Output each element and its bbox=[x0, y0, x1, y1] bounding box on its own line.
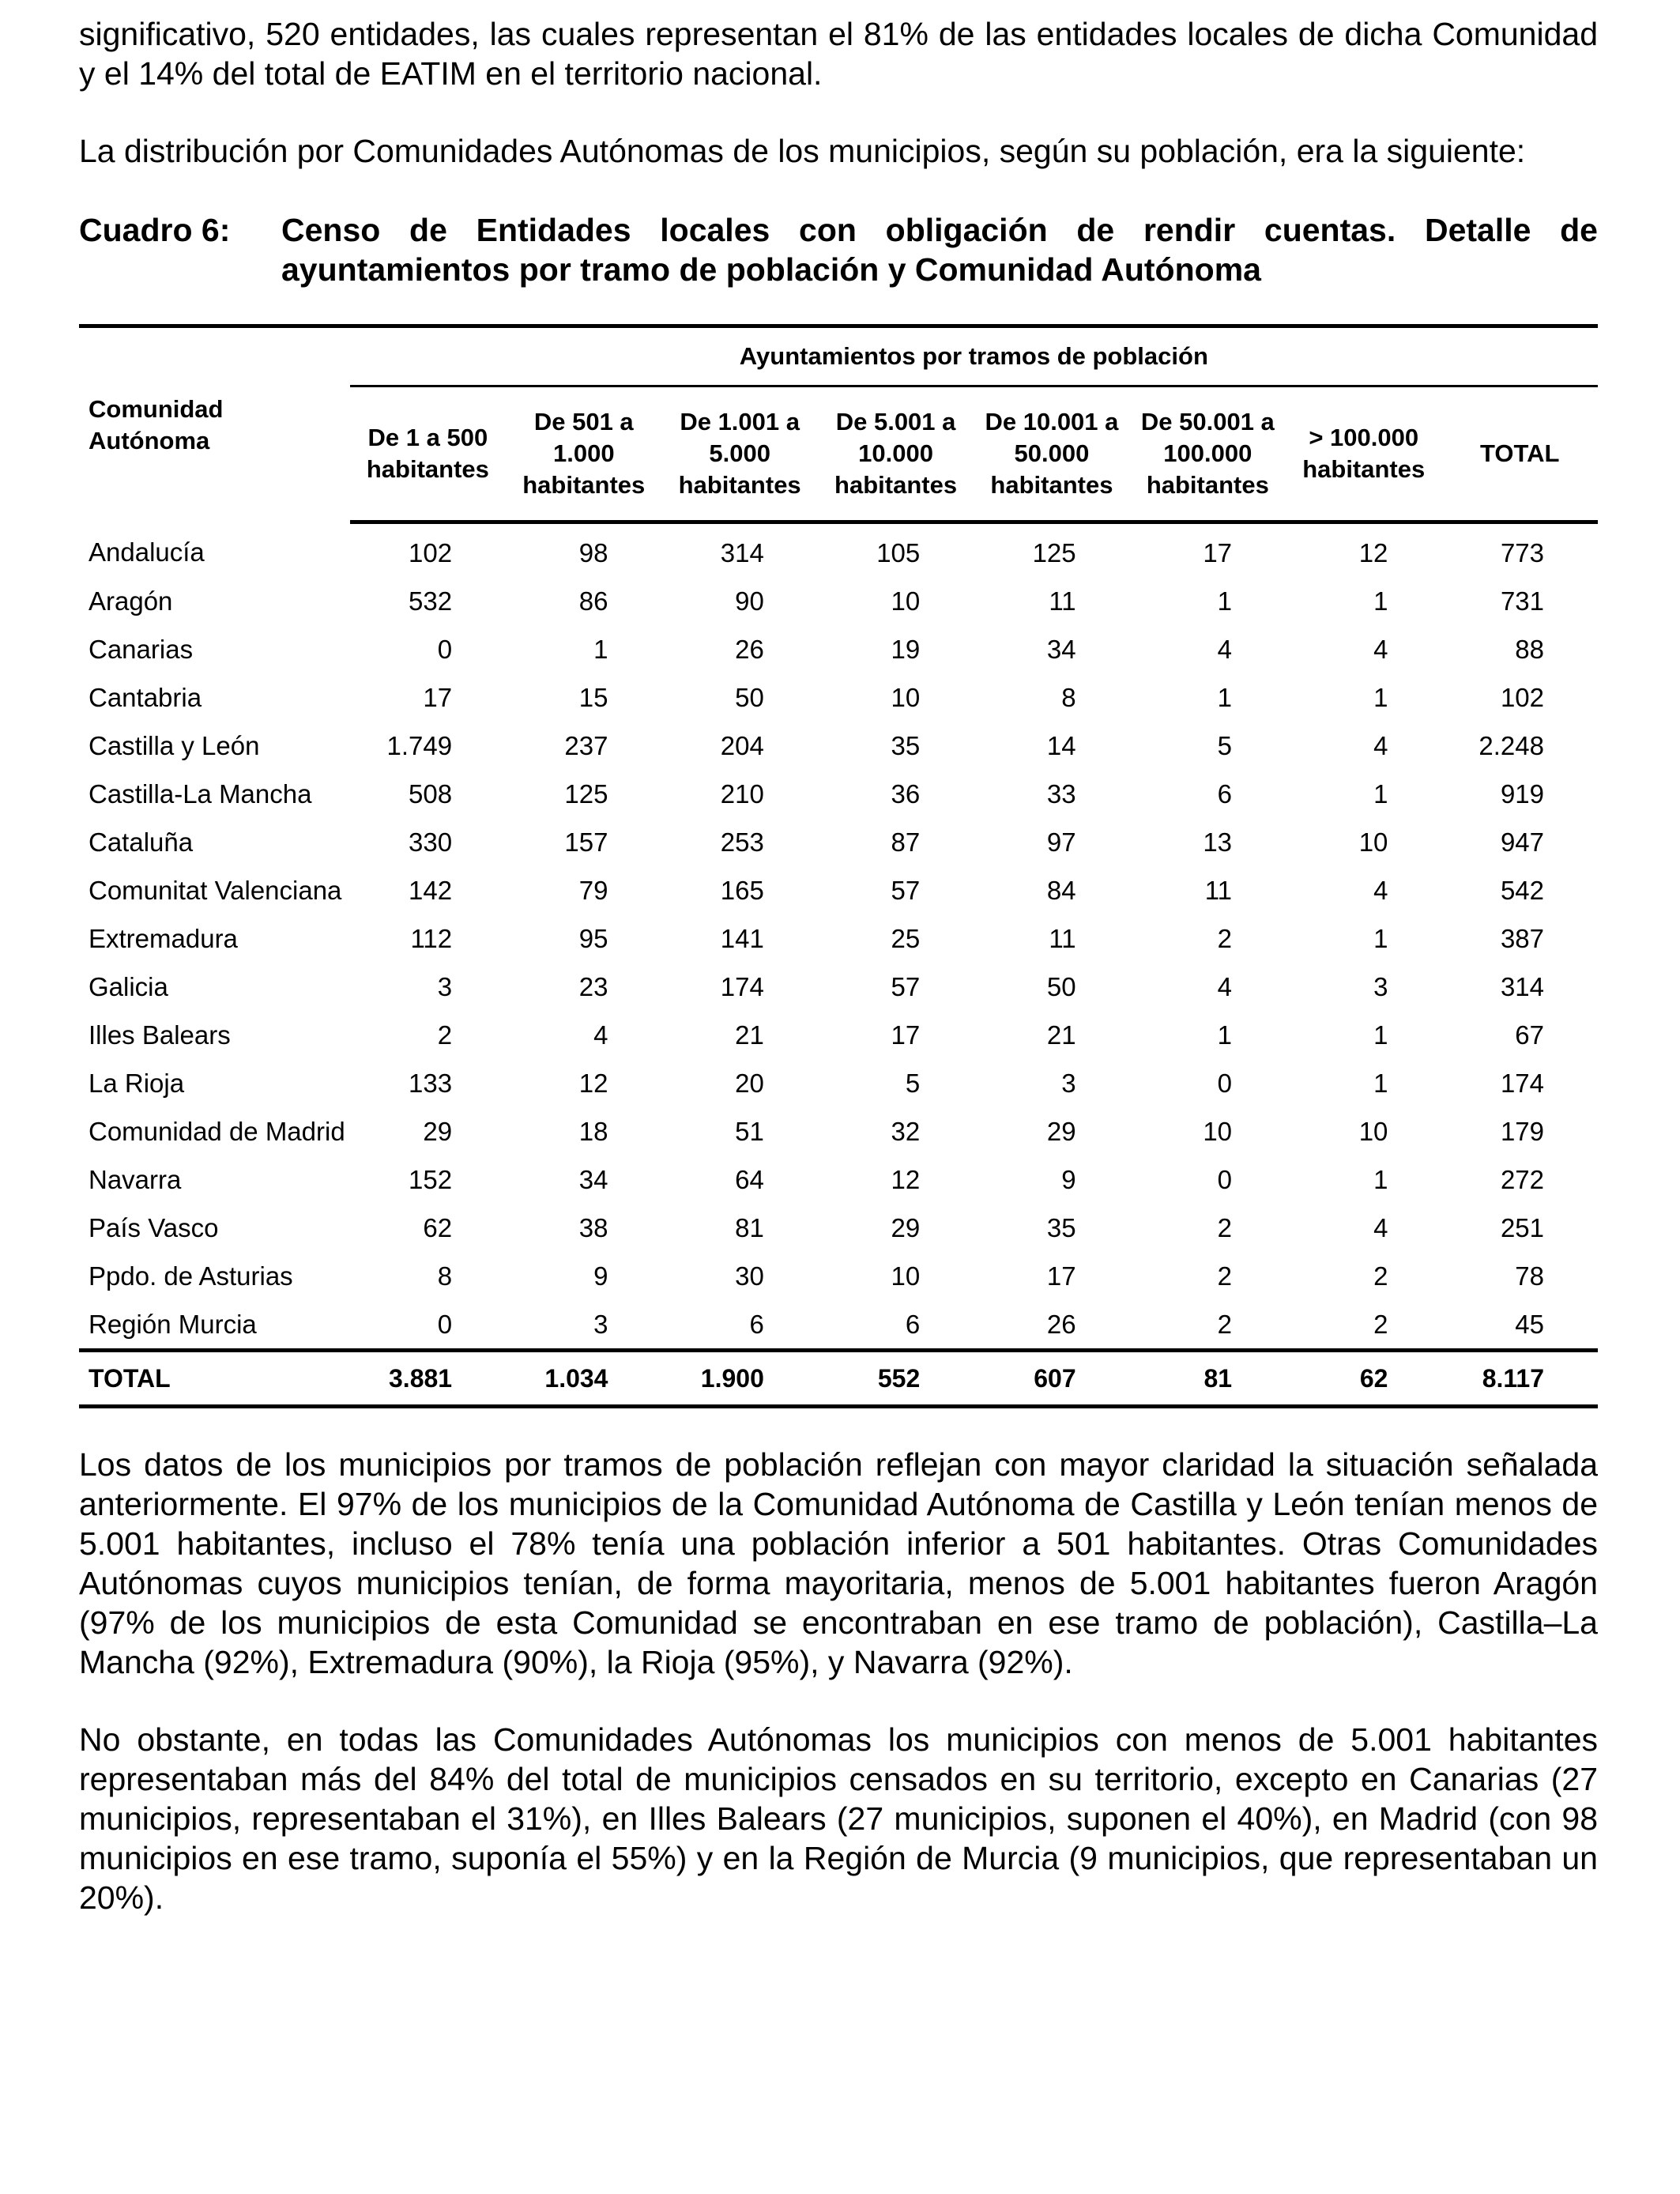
value-cell: 36 bbox=[891, 779, 921, 809]
region-cell: País Vasco bbox=[89, 1213, 219, 1242]
column-header: De 50.001 a 100.000 habitantes bbox=[1130, 386, 1286, 522]
value-cell: 253 bbox=[720, 827, 764, 857]
value-cell: 23 bbox=[578, 972, 608, 1001]
value-cell: 30 bbox=[735, 1261, 764, 1291]
column-header-total: TOTAL bbox=[1441, 386, 1598, 522]
value-cell: 2.248 bbox=[1478, 731, 1544, 760]
value-cell: 81 bbox=[1130, 1351, 1286, 1407]
table-row bbox=[79, 818, 1598, 866]
value-cell: 330 bbox=[409, 827, 453, 857]
value-cell: 78 bbox=[1515, 1261, 1544, 1291]
value-cell: 11 bbox=[1204, 876, 1233, 905]
value-cell: 10 bbox=[891, 683, 921, 712]
table-row bbox=[79, 1204, 1598, 1252]
value-cell: 21 bbox=[735, 1020, 764, 1050]
value-cell: 4 bbox=[1217, 635, 1233, 664]
region-cell: Castilla-La Mancha bbox=[89, 779, 312, 809]
value-cell: 12 bbox=[891, 1165, 921, 1194]
value-cell: 25 bbox=[891, 924, 921, 953]
table-total-row bbox=[79, 1351, 1598, 1407]
value-cell: 508 bbox=[409, 779, 453, 809]
table-row bbox=[79, 1252, 1598, 1300]
value-cell: 29 bbox=[423, 1117, 453, 1146]
value-cell: 35 bbox=[1046, 1213, 1076, 1242]
value-cell: 20 bbox=[735, 1069, 764, 1098]
region-cell: Cataluña bbox=[89, 827, 194, 857]
region-cell: Navarra bbox=[89, 1165, 182, 1194]
value-cell: 32 bbox=[891, 1117, 921, 1146]
value-cell: 1 bbox=[1373, 1069, 1388, 1098]
value-cell: 35 bbox=[891, 731, 921, 760]
value-cell: 57 bbox=[891, 876, 921, 905]
region-cell: La Rioja bbox=[89, 1069, 185, 1098]
value-cell: 6 bbox=[905, 1310, 921, 1339]
value-cell: 0 bbox=[1217, 1165, 1233, 1194]
value-cell: 314 bbox=[720, 538, 764, 567]
value-cell: 165 bbox=[720, 876, 764, 905]
region-cell: Comunitat Valenciana bbox=[89, 876, 342, 905]
value-cell: 5 bbox=[905, 1069, 921, 1098]
value-cell: 17 bbox=[891, 1020, 921, 1050]
value-cell: 51 bbox=[735, 1117, 764, 1146]
value-cell: 2 bbox=[1217, 924, 1233, 953]
value-cell: 67 bbox=[1515, 1020, 1544, 1050]
value-cell: 102 bbox=[1500, 683, 1544, 712]
value-cell: 9 bbox=[1061, 1165, 1076, 1194]
value-cell: 142 bbox=[409, 876, 453, 905]
region-cell: Ppdo. de Asturias bbox=[89, 1261, 293, 1291]
value-cell: 133 bbox=[409, 1069, 453, 1098]
value-cell: 3 bbox=[1061, 1069, 1076, 1098]
value-cell: 38 bbox=[578, 1213, 608, 1242]
value-cell: 210 bbox=[720, 779, 764, 809]
value-cell: 237 bbox=[564, 731, 608, 760]
analysis-paragraph-1: Los datos de los municipios por tramos de población reflejan con mayor claridad la situación señalada anteriormente. El 97% de los municipios de la Comunidad Autónoma de Castilla y León tenían menos de 5.001 habitantes, incluso el 78% tenía una población inferior a 501 habitantes. Otras Comunidades Autónomas cuyos municipios tenían, de forma mayoritaria, menos de 5.001 habitantes fueron Aragón (97% de los municipios de esta Comunidad se encontraban en ese tramo de población), Castilla–La Mancha (92%), Extremadura (90%), la Rioja (95%), y Navarra (92%). bbox=[79, 1446, 1598, 1680]
region-cell: Illes Balears bbox=[89, 1020, 231, 1050]
value-cell: 0 bbox=[1217, 1069, 1233, 1098]
value-cell: 3 bbox=[437, 972, 453, 1001]
value-cell: 532 bbox=[409, 586, 453, 616]
value-cell: 17 bbox=[423, 683, 453, 712]
value-cell: 1 bbox=[1373, 1020, 1388, 1050]
value-cell: 2 bbox=[437, 1020, 453, 1050]
caption-label: Cuadro 6: bbox=[79, 212, 231, 248]
value-cell: 8.117 bbox=[1441, 1351, 1598, 1407]
census-table bbox=[79, 324, 1598, 1408]
value-cell: 64 bbox=[735, 1165, 764, 1194]
value-cell: 34 bbox=[578, 1165, 608, 1194]
region-cell: Canarias bbox=[89, 635, 194, 664]
region-cell: Región Murcia bbox=[89, 1310, 257, 1339]
value-cell: 26 bbox=[1046, 1310, 1076, 1339]
value-cell: 157 bbox=[564, 827, 608, 857]
value-cell: 607 bbox=[974, 1351, 1129, 1407]
population-group-header: Ayuntamientos por tramos de población bbox=[350, 326, 1598, 386]
region-cell: TOTAL bbox=[79, 1351, 350, 1407]
value-cell: 21 bbox=[1046, 1020, 1076, 1050]
value-cell: 62 bbox=[423, 1213, 453, 1242]
column-header: De 5.001 a 10.000 habitantes bbox=[818, 386, 974, 522]
value-cell: 29 bbox=[891, 1213, 921, 1242]
value-cell: 387 bbox=[1500, 924, 1544, 953]
value-cell: 919 bbox=[1500, 779, 1544, 809]
value-cell: 0 bbox=[437, 1310, 453, 1339]
value-cell: 1 bbox=[1373, 779, 1388, 809]
value-cell: 1 bbox=[1373, 586, 1388, 616]
table-row bbox=[79, 522, 1598, 578]
value-cell: 45 bbox=[1515, 1310, 1544, 1339]
value-cell: 10 bbox=[891, 1261, 921, 1291]
table-row bbox=[79, 963, 1598, 1011]
value-cell: 26 bbox=[735, 635, 764, 664]
table-row bbox=[79, 1155, 1598, 1204]
table-row bbox=[79, 1300, 1598, 1351]
value-cell: 1 bbox=[1373, 1165, 1388, 1194]
region-cell: Galicia bbox=[89, 972, 168, 1001]
value-cell: 2 bbox=[1217, 1261, 1233, 1291]
value-cell: 50 bbox=[1046, 972, 1076, 1001]
value-cell: 29 bbox=[1046, 1117, 1076, 1146]
value-cell: 179 bbox=[1500, 1117, 1544, 1146]
table-caption bbox=[79, 210, 1598, 289]
value-cell: 88 bbox=[1515, 635, 1544, 664]
value-cell: 10 bbox=[1358, 827, 1388, 857]
value-cell: 17 bbox=[1046, 1261, 1076, 1291]
value-cell: 4 bbox=[1373, 731, 1388, 760]
value-cell: 125 bbox=[564, 779, 608, 809]
column-header: De 501 a 1.000 habitantes bbox=[506, 386, 661, 522]
value-cell: 272 bbox=[1500, 1165, 1544, 1194]
value-cell: 174 bbox=[1500, 1069, 1544, 1098]
value-cell: 33 bbox=[1046, 779, 1076, 809]
value-cell: 1.034 bbox=[506, 1351, 661, 1407]
value-cell: 1 bbox=[593, 635, 608, 664]
value-cell: 4 bbox=[1217, 972, 1233, 1001]
value-cell: 12 bbox=[1358, 538, 1388, 567]
value-cell: 4 bbox=[1373, 876, 1388, 905]
intro-paragraph-2: La distribución por Comunidades Autónomas de los municipios, según su población, era la siguiente: bbox=[79, 133, 1526, 169]
value-cell: 81 bbox=[735, 1213, 764, 1242]
value-cell: 102 bbox=[409, 538, 453, 567]
value-cell: 90 bbox=[735, 586, 764, 616]
value-cell: 552 bbox=[818, 1351, 974, 1407]
value-cell: 1 bbox=[1217, 586, 1233, 616]
value-cell: 3 bbox=[1373, 972, 1388, 1001]
value-cell: 50 bbox=[735, 683, 764, 712]
value-cell: 5 bbox=[1217, 731, 1233, 760]
value-cell: 2 bbox=[1217, 1213, 1233, 1242]
value-cell: 18 bbox=[578, 1117, 608, 1146]
table-row bbox=[79, 866, 1598, 914]
value-cell: 204 bbox=[720, 731, 764, 760]
value-cell: 1.900 bbox=[661, 1351, 817, 1407]
region-column-header: Comunidad Autónoma bbox=[79, 326, 350, 522]
value-cell: 3.881 bbox=[350, 1351, 506, 1407]
table-row bbox=[79, 722, 1598, 770]
table-row bbox=[79, 914, 1598, 963]
table-row bbox=[79, 770, 1598, 818]
table-row bbox=[79, 1059, 1598, 1107]
column-header: De 1 a 500 habitantes bbox=[350, 386, 506, 522]
caption-title: Censo de Entidades locales con obligación de rendir cuentas. Detalle de ayuntamientos por tramo de población y Comunidad Autónoma bbox=[281, 212, 1598, 288]
value-cell: 86 bbox=[578, 586, 608, 616]
value-cell: 152 bbox=[409, 1165, 453, 1194]
value-cell: 15 bbox=[578, 683, 608, 712]
value-cell: 4 bbox=[1373, 635, 1388, 664]
document-page bbox=[79, 14, 1598, 1917]
region-cell: Cantabria bbox=[89, 683, 202, 712]
value-cell: 2 bbox=[1373, 1261, 1388, 1291]
table-row bbox=[79, 1011, 1598, 1059]
value-cell: 105 bbox=[876, 538, 921, 567]
table-row bbox=[79, 1107, 1598, 1155]
region-cell: Castilla y León bbox=[89, 731, 260, 760]
value-cell: 8 bbox=[1061, 683, 1076, 712]
value-cell: 141 bbox=[720, 924, 764, 953]
table-body bbox=[79, 522, 1598, 1407]
value-cell: 10 bbox=[1358, 1117, 1388, 1146]
value-cell: 62 bbox=[1286, 1351, 1441, 1407]
value-cell: 95 bbox=[578, 924, 608, 953]
table-row bbox=[79, 673, 1598, 722]
value-cell: 19 bbox=[891, 635, 921, 664]
value-cell: 542 bbox=[1500, 876, 1544, 905]
value-cell: 8 bbox=[437, 1261, 453, 1291]
value-cell: 11 bbox=[1049, 924, 1076, 953]
value-cell: 2 bbox=[1373, 1310, 1388, 1339]
value-cell: 14 bbox=[1046, 731, 1076, 760]
column-header: > 100.000 habitantes bbox=[1286, 386, 1441, 522]
value-cell: 1 bbox=[1217, 1020, 1233, 1050]
value-cell: 112 bbox=[410, 924, 453, 953]
value-cell: 773 bbox=[1500, 538, 1544, 567]
table-row bbox=[79, 625, 1598, 673]
value-cell: 1.749 bbox=[386, 731, 453, 760]
value-cell: 731 bbox=[1500, 586, 1544, 616]
value-cell: 125 bbox=[1032, 538, 1076, 567]
value-cell: 87 bbox=[891, 827, 921, 857]
value-cell: 79 bbox=[578, 876, 608, 905]
column-header: De 10.001 a 50.000 habitantes bbox=[974, 386, 1129, 522]
value-cell: 947 bbox=[1500, 827, 1544, 857]
intro-paragraph-1: significativo, 520 entidades, las cuales representan el 81% de las entidades locales de dicha Comunidad y el 14% del total de EATIM en el territorio nacional. bbox=[79, 16, 1598, 92]
region-cell: Andalucía bbox=[89, 537, 205, 567]
value-cell: 9 bbox=[593, 1261, 608, 1291]
value-cell: 4 bbox=[1373, 1213, 1388, 1242]
value-cell: 314 bbox=[1500, 972, 1544, 1001]
table-row bbox=[79, 577, 1598, 625]
value-cell: 174 bbox=[720, 972, 764, 1001]
column-header: De 1.001 a 5.000 habitantes bbox=[661, 386, 817, 522]
value-cell: 1 bbox=[1373, 683, 1388, 712]
value-cell: 3 bbox=[593, 1310, 608, 1339]
value-cell: 34 bbox=[1046, 635, 1076, 664]
region-cell: Aragón bbox=[89, 586, 173, 616]
value-cell: 17 bbox=[1203, 538, 1233, 567]
analysis-paragraph-2: No obstante, en todas las Comunidades Autónomas los municipios con menos de 5.001 habitantes representaban más del 84% del total de municipios censados en su territorio, excepto en Canarias (27 municipios, representaban el 31%), en Illes Balears (27 municipios, suponen el 40%), en Madrid (con 98 municipios en ese tramo, suponía el 55%) y en la Región de Murcia (9 municipios, que representaban un 20%). bbox=[79, 1721, 1598, 1916]
value-cell: 0 bbox=[437, 635, 453, 664]
value-cell: 11 bbox=[1049, 586, 1076, 616]
value-cell: 10 bbox=[1203, 1117, 1233, 1146]
value-cell: 251 bbox=[1500, 1213, 1544, 1242]
value-cell: 98 bbox=[578, 538, 608, 567]
value-cell: 97 bbox=[1046, 827, 1076, 857]
region-cell: Comunidad de Madrid bbox=[89, 1117, 345, 1146]
value-cell: 84 bbox=[1046, 876, 1076, 905]
value-cell: 12 bbox=[578, 1069, 608, 1098]
value-cell: 13 bbox=[1203, 827, 1233, 857]
value-cell: 2 bbox=[1217, 1310, 1233, 1339]
value-cell: 4 bbox=[593, 1020, 608, 1050]
value-cell: 10 bbox=[891, 586, 921, 616]
value-cell: 57 bbox=[891, 972, 921, 1001]
value-cell: 1 bbox=[1373, 924, 1388, 953]
value-cell: 6 bbox=[1217, 779, 1233, 809]
region-cell: Extremadura bbox=[89, 924, 238, 953]
value-cell: 6 bbox=[749, 1310, 764, 1339]
value-cell: 1 bbox=[1217, 683, 1233, 712]
